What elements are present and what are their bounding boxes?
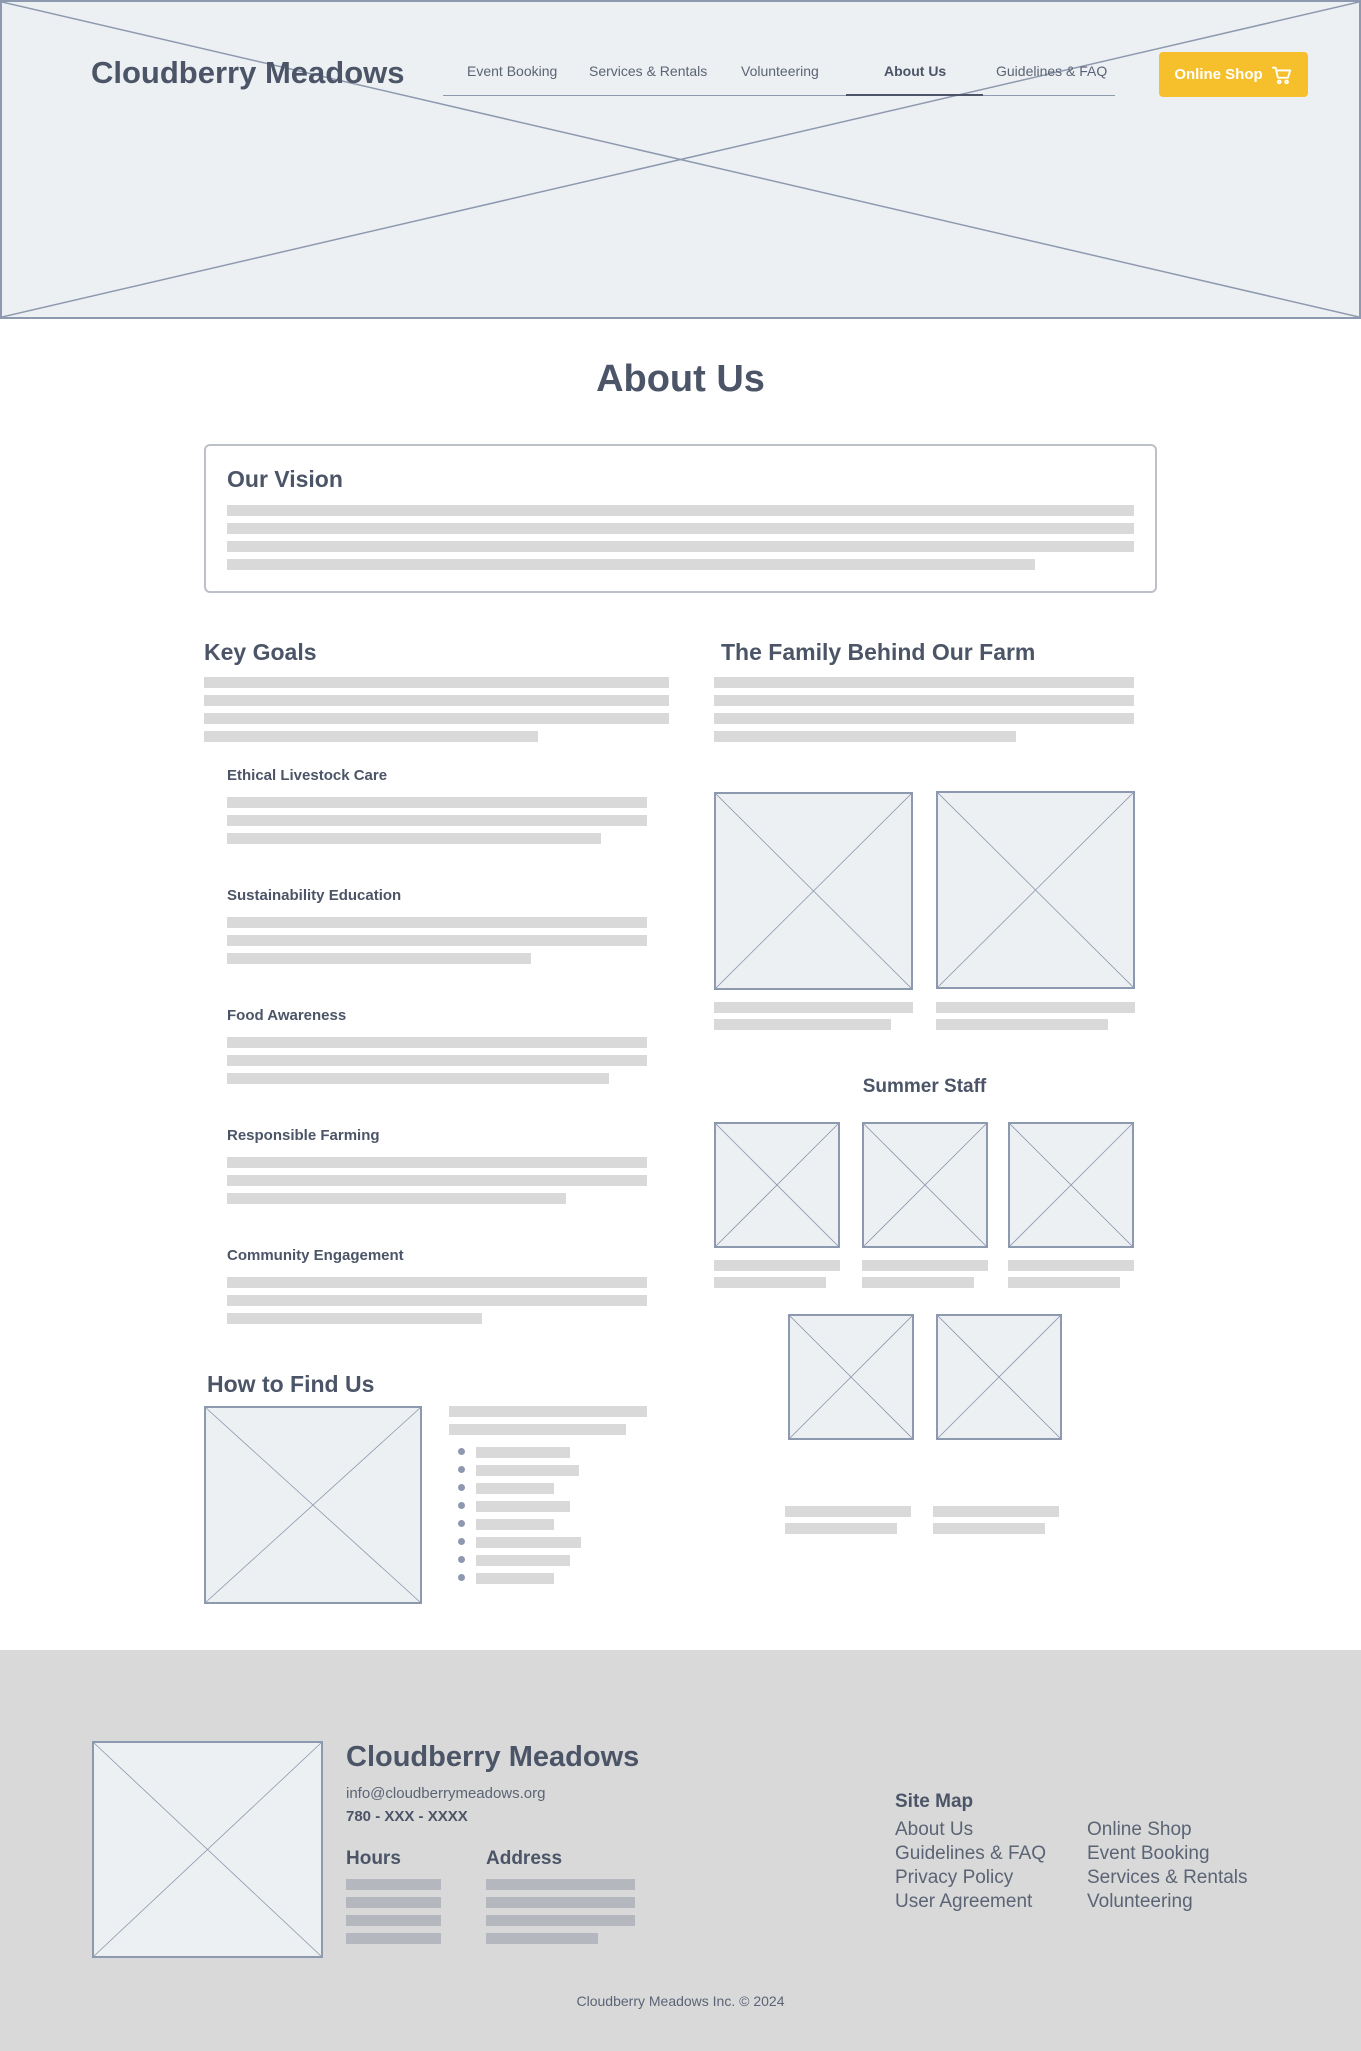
text-line: [486, 1879, 635, 1890]
goal-title: Responsible Farming: [227, 1127, 380, 1144]
family-photo-placeholder: [714, 792, 913, 990]
sitemap-link-about-us[interactable]: About Us: [895, 1819, 974, 1840]
list-bullet: [458, 1502, 465, 1509]
text-line: [714, 695, 1134, 706]
goal-title: Ethical Livestock Care: [227, 767, 388, 784]
page-title: About Us: [596, 358, 765, 400]
sitemap-link-privacy-policy[interactable]: Privacy Policy: [895, 1867, 1014, 1888]
key-goals-heading: Key Goals: [204, 639, 317, 665]
list-bullet: [458, 1520, 465, 1527]
text-line: [227, 797, 647, 808]
text-line: [714, 713, 1134, 724]
text-line: [714, 677, 1134, 688]
text-line: [933, 1506, 1059, 1517]
text-line: [785, 1523, 897, 1534]
footer-logo-placeholder: [92, 1741, 323, 1958]
list-bullet: [458, 1448, 465, 1455]
text-line: [476, 1519, 554, 1530]
text-line: [1008, 1277, 1120, 1288]
family-heading: The Family Behind Our Farm: [721, 639, 1036, 665]
text-line: [476, 1447, 570, 1458]
nav-services-rentals[interactable]: Services & Rentals: [589, 63, 708, 79]
text-line: [449, 1424, 626, 1435]
text-line: [227, 1037, 647, 1048]
text-line: [227, 1193, 566, 1204]
sitemap-column-2: [1087, 1818, 1248, 1914]
footer-email[interactable]: info@cloudberrymeadows.org: [346, 1785, 546, 1802]
text-line: [714, 1002, 913, 1013]
family-photo-placeholder: [936, 791, 1135, 989]
text-line: [476, 1501, 570, 1512]
text-line: [862, 1277, 974, 1288]
text-line: [936, 1002, 1135, 1013]
text-line: [346, 1915, 441, 1926]
text-line: [862, 1260, 988, 1271]
nav-event-booking[interactable]: Event Booking: [467, 63, 558, 79]
text-line: [204, 695, 669, 706]
hours-heading: Hours: [346, 1848, 401, 1869]
online-shop-label: Online Shop: [1174, 66, 1263, 83]
sitemap-column-1: [895, 1818, 1046, 1914]
hero-image-placeholder: [0, 0, 1361, 319]
sitemap-link-services-rentals[interactable]: Services & Rentals: [1087, 1867, 1248, 1888]
text-line: [933, 1523, 1045, 1534]
goal-title: Community Engagement: [227, 1247, 404, 1264]
text-line: [227, 833, 601, 844]
map-image-placeholder: [204, 1406, 422, 1604]
text-line: [449, 1406, 647, 1417]
text-line: [476, 1483, 554, 1494]
text-line: [204, 731, 538, 742]
text-line: [227, 953, 531, 964]
nav-guidelines-faq[interactable]: Guidelines & FAQ: [996, 63, 1108, 79]
text-line: [476, 1555, 570, 1566]
vision-card: [204, 444, 1157, 593]
text-line: [936, 1019, 1108, 1030]
text-line: [204, 677, 669, 688]
text-line: [714, 1277, 826, 1288]
text-line: [227, 1073, 609, 1084]
sitemap-link-user-agreement[interactable]: User Agreement: [895, 1891, 1033, 1912]
text-line: [227, 935, 647, 946]
text-line: [227, 523, 1134, 534]
text-line: [714, 1260, 840, 1271]
text-line: [227, 815, 647, 826]
staff-photo-placeholder: [1008, 1122, 1134, 1248]
nav-underline: [443, 95, 1115, 96]
text-line: [486, 1933, 598, 1944]
text-line: [1008, 1260, 1134, 1271]
list-bullet: [458, 1574, 465, 1581]
sitemap-link-online-shop[interactable]: Online Shop: [1087, 1819, 1192, 1840]
brand-logo[interactable]: Cloudberry Meadows: [91, 55, 405, 90]
goal-title: Sustainability Education: [227, 887, 402, 904]
sitemap-link-volunteering[interactable]: Volunteering: [1087, 1891, 1193, 1912]
text-line: [714, 1019, 891, 1030]
staff-photo-placeholder: [714, 1122, 840, 1248]
sitemap-heading: Site Map: [895, 1791, 974, 1812]
cart-icon: [1271, 64, 1293, 86]
text-line: [346, 1933, 441, 1944]
nav-active-underline: [846, 94, 983, 96]
sitemap-link-event-booking[interactable]: Event Booking: [1087, 1843, 1210, 1864]
text-line: [346, 1879, 441, 1890]
text-line: [346, 1897, 441, 1908]
text-line: [227, 1175, 647, 1186]
list-bullet: [458, 1466, 465, 1473]
address-heading: Address: [486, 1848, 563, 1869]
list-bullet: [458, 1484, 465, 1491]
text-line: [227, 1055, 647, 1066]
list-bullet: [458, 1538, 465, 1545]
vision-heading: Our Vision: [227, 466, 343, 492]
text-line: [204, 713, 669, 724]
nav-volunteering[interactable]: Volunteering: [741, 63, 819, 79]
text-line: [227, 1157, 647, 1168]
text-line: [227, 917, 647, 928]
sitemap-link-guidelines-faq[interactable]: Guidelines & FAQ: [895, 1843, 1047, 1864]
text-line: [227, 1277, 647, 1288]
text-line: [227, 559, 1035, 570]
text-line: [785, 1506, 911, 1517]
text-line: [227, 541, 1134, 552]
text-line: [476, 1465, 579, 1476]
text-line: [227, 505, 1134, 516]
footer-phone: 780 - XXX - XXXX: [346, 1808, 468, 1825]
text-line: [486, 1915, 635, 1926]
text-line: [476, 1537, 581, 1548]
staff-photo-placeholder: [936, 1314, 1062, 1440]
text-line: [714, 731, 1016, 742]
text-line: [486, 1897, 635, 1908]
copyright: Cloudberry Meadows Inc. © 2024: [576, 1993, 785, 2009]
text-line: [476, 1573, 554, 1584]
summer-staff-heading: Summer Staff: [862, 1076, 987, 1097]
nav-about-us[interactable]: About Us: [884, 63, 947, 79]
list-bullet: [458, 1556, 465, 1563]
text-line: [227, 1313, 482, 1324]
goal-title: Food Awareness: [227, 1007, 347, 1024]
footer-brand: Cloudberry Meadows: [346, 1741, 640, 1773]
online-shop-button[interactable]: [1159, 52, 1308, 97]
staff-photo-placeholder: [862, 1122, 988, 1248]
find-us-heading: How to Find Us: [207, 1371, 375, 1397]
text-line: [227, 1295, 647, 1306]
staff-photo-placeholder: [788, 1314, 914, 1440]
